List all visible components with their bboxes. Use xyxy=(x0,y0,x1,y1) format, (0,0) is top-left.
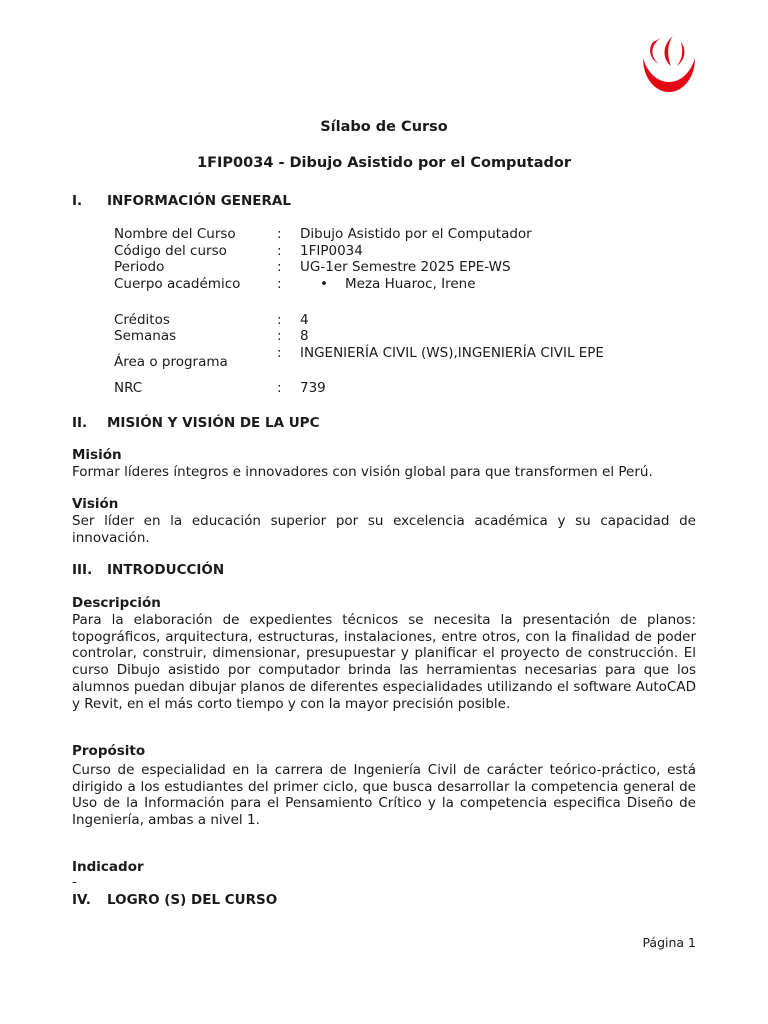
info-colon: : xyxy=(277,312,282,328)
info-value: 739 xyxy=(300,380,326,396)
info-value: 4 xyxy=(300,312,309,328)
info-value: 8 xyxy=(300,328,309,344)
section-title: LOGRO (S) DEL CURSO xyxy=(107,892,278,908)
section-title: MISIÓN Y VISIÓN DE LA UPC xyxy=(107,415,320,431)
info-row-area xyxy=(114,345,674,375)
info-colon: : xyxy=(277,380,282,396)
info-value: 1FIP0034 xyxy=(300,243,363,259)
proposito-text: Curso de especialidad en la carrera de Ingeniería Civil de carácter teórico-práctico, está dirigido a los estudiantes del primer ciclo, que busca desarrollar la competencia general de Uso de la Información para el Pensamiento Crítico y la competencia especifica Diseño de Ingeniería, ambas a nivel 1. xyxy=(72,762,696,829)
proposito-heading: Propósito xyxy=(72,743,146,759)
info-colon: : xyxy=(277,243,282,259)
info-row-semanas xyxy=(114,328,674,345)
info-colon: : xyxy=(277,226,282,242)
info-label: Nombre del Curso xyxy=(114,226,236,242)
upc-logo xyxy=(637,34,701,98)
section-introduccion xyxy=(72,562,224,578)
info-value: INGENIERÍA CIVIL (WS),INGENIERÍA CIVIL EPE xyxy=(300,345,604,361)
section-number: II. xyxy=(72,415,88,431)
section-number: I. xyxy=(72,193,83,209)
document-title: Sílabo de Curso xyxy=(320,119,448,135)
info-label: Código del curso xyxy=(114,243,227,259)
info-colon: : xyxy=(277,259,282,275)
info-row-nombre xyxy=(114,226,674,243)
section-number: III. xyxy=(72,562,93,578)
mision-text: Formar líderes íntegros e innovadores con visión global para que transformen el Perú. xyxy=(72,464,653,480)
info-label: Periodo xyxy=(114,259,165,275)
info-value xyxy=(300,276,476,292)
info-label: Cuerpo académico xyxy=(114,276,241,292)
info-colon: : xyxy=(277,328,282,344)
info-row-creditos xyxy=(114,312,674,329)
info-label: NRC xyxy=(114,380,143,396)
course-title: 1FIP0034 - Dibujo Asistido por el Computador xyxy=(197,155,571,171)
info-value: UG-1er Semestre 2025 EPE-WS xyxy=(300,259,511,275)
section-title: INFORMACIÓN GENERAL xyxy=(107,193,291,209)
mision-heading: Misión xyxy=(72,447,122,463)
section-logro xyxy=(72,892,277,908)
info-value: Dibujo Asistido por el Computador xyxy=(300,226,532,242)
vision-heading: Visión xyxy=(72,496,119,512)
section-title: INTRODUCCIÓN xyxy=(107,562,225,578)
info-row-nrc xyxy=(114,380,674,397)
indicador-text: - xyxy=(72,874,77,890)
descripcion-text: Para la elaboración de expedientes técnicos se necesita la presentación de planos: topográficos, arquitectura, estructuras, instalaciones, entre otros, con la finalidad de poder controlar, construir, dimensionar, presupuestar y planificar el proyecto de construcción. El curso Dibujo asistido por computador brinda las herramientas necesarias para que los alumnos puedan dibujar planos de diferentes especialidades utilizando el software AutoCAD y Revit, en el más corto tiempo y con la mayor precisión posible. xyxy=(72,612,696,712)
instructor-name: Meza Huaroc, Irene xyxy=(345,276,476,292)
bullet-icon: • xyxy=(320,276,328,292)
info-row-codigo xyxy=(114,243,674,260)
section-informacion-general xyxy=(72,193,291,209)
page-number: Página 1 xyxy=(642,935,696,950)
info-row-periodo xyxy=(114,259,674,276)
info-label: Créditos xyxy=(114,312,170,328)
section-number: IV. xyxy=(72,892,91,908)
section-mision-vision xyxy=(72,415,320,431)
info-colon: : xyxy=(277,345,282,361)
descripcion-heading: Descripción xyxy=(72,595,161,611)
info-label: Semanas xyxy=(114,328,177,344)
info-label: Área o programa xyxy=(114,354,228,370)
info-colon: : xyxy=(277,276,282,292)
indicador-heading: Indicador xyxy=(72,859,144,875)
vision-text: Ser líder en la educación superior por su excelencia académica y su capacidad de innovación. xyxy=(72,513,696,546)
info-row-cuerpo xyxy=(114,276,674,293)
